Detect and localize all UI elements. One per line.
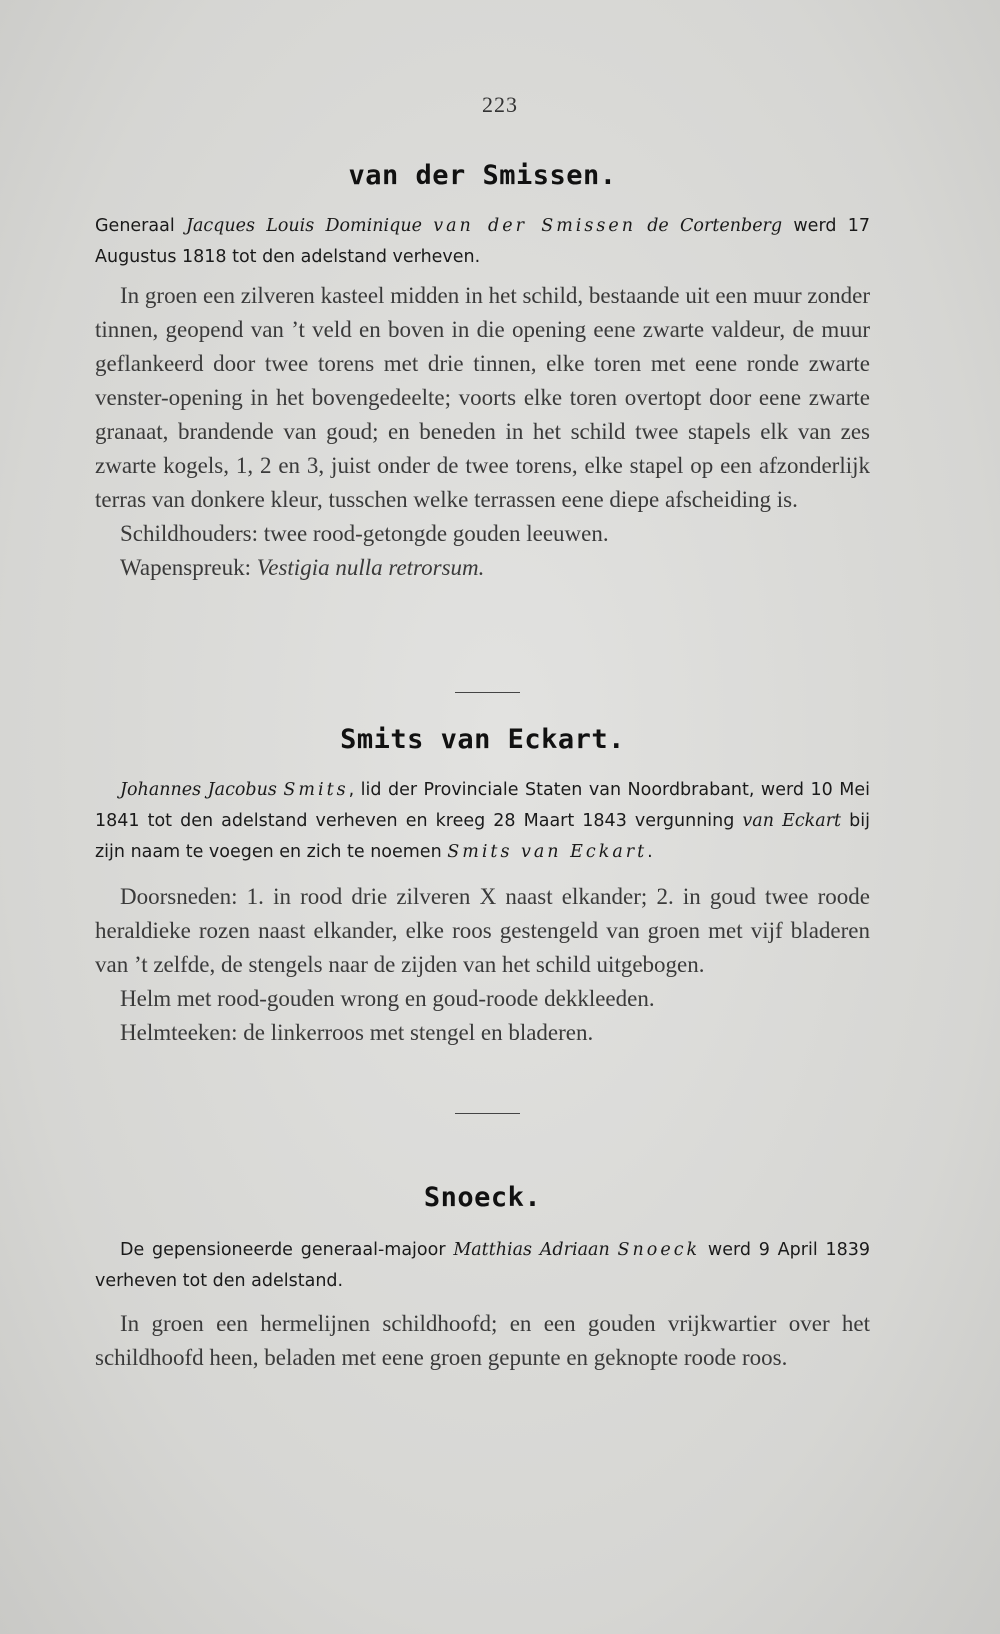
- intro-text: bij zijn naam te voegen en zich te noemen: [95, 811, 870, 862]
- section-divider: [455, 1113, 520, 1114]
- person-surname: Snoeck: [617, 1240, 701, 1260]
- intro-text: .: [647, 842, 653, 862]
- section-intro: [95, 211, 870, 273]
- intro-text: werd 9 April 1839 verheven tot den adelstand.: [95, 1240, 871, 1291]
- motto-label: Wapenspreuk:: [120, 555, 257, 580]
- motto: Vestigia nulla retrorsum.: [256, 555, 485, 580]
- section-title: van der Smissen.: [348, 160, 617, 191]
- paragraph: Doorsneden: 1. in rood drie zilveren X naast elkander; 2. in goud twee roode heraldieke rozen naast elkander, elke roos gestengeld van groen met vijf bladeren van ’t zelfde, de stengels naar de zijden van het schild uitgebogen.: [95, 884, 870, 977]
- motto-paragraph: [95, 551, 870, 585]
- person-name: Jacques Louis Dominique: [185, 216, 422, 236]
- paragraph: Schildhouders: twee rood-getongde gouden leeuwen.: [120, 521, 609, 546]
- paragraph: Helmteeken: de linkerroos met stengel en bladeren.: [120, 1020, 594, 1045]
- person-name: Matthias Adriaan: [453, 1240, 610, 1260]
- paragraph: Helm met rood-gouden wrong en goud-roode dekkleeden.: [120, 986, 655, 1011]
- paragraph: In groen een zilveren kasteel midden in het schild, bestaande uit een muur zonder tinnen, geopend van ’t veld en boven in die opening eene zwarte valdeur, de muur geflankeerd door twee torens met drie tinnen, elke toren met eene ronde zwarte venster-opening in het bovengedeelte; voorts elke toren overtopt door eene zwarte granaat, brandende van goud; en beneden in het schild twee stapels elk van zes zwarte kogels, 1, 2 en 3, juist onder de twee torens, elke stapel op een afzonderlijk terras van donkere kleur, tusschen welke terrassen eene diepe afscheiding is.: [95, 283, 870, 512]
- paragraph: In groen een hermelijnen schildhoofd; en een gouden vrijkwartier over het schildhoofd heen, beladen met eene groen gepunte en geknopte roode roos.: [95, 1311, 870, 1370]
- full-name: Smits van Eckart: [447, 842, 648, 862]
- person-name: Johannes Jacobus: [120, 780, 277, 800]
- intro-text: , lid der Provinciale Staten van Noordbrabant, werd 10 Mei 1841 tot den adelstand verheven en kreeg 28 Maart 1843 vergunning: [95, 780, 870, 831]
- section-smits-van-eckart: [95, 724, 870, 1050]
- intro-text: werd 17 Augustus 1818 tot den adelstand verheven.: [95, 216, 870, 267]
- person-surname: van der Smissen: [433, 216, 636, 236]
- section-title: Smits van Eckart.: [340, 724, 625, 755]
- person-title: de Cortenberg: [647, 216, 783, 236]
- section-intro: [95, 1235, 870, 1297]
- section-van-der-smissen: [95, 160, 870, 585]
- section-divider: [455, 692, 520, 693]
- section-title: Snoeck.: [423, 1182, 542, 1213]
- section-snoeck: [95, 1182, 870, 1375]
- intro-text: De gepensioneerde generaal-majoor: [120, 1240, 454, 1260]
- intro-text: Generaal: [95, 216, 186, 236]
- section-intro: [95, 775, 870, 868]
- added-name: van Eckart: [742, 811, 842, 831]
- person-surname: Smits: [283, 780, 349, 800]
- page-number: 223: [482, 92, 518, 117]
